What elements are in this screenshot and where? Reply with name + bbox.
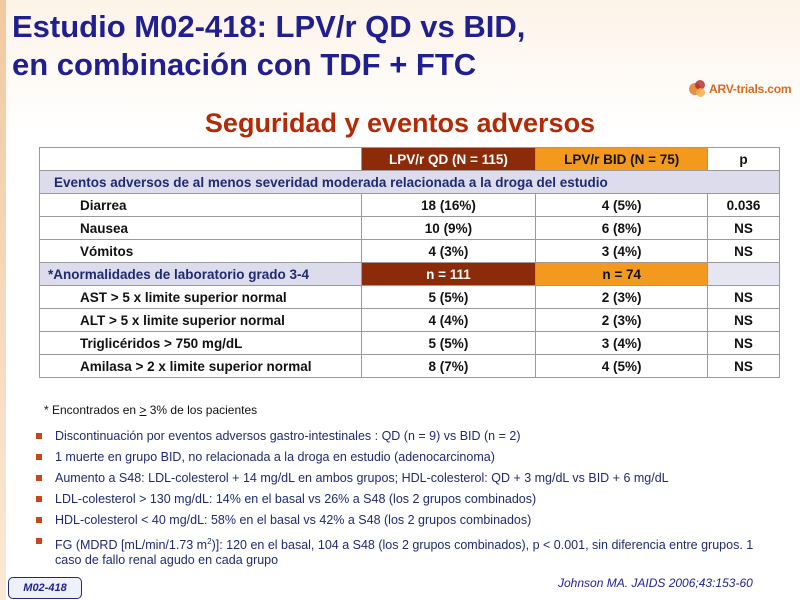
logo-circles-icon: [689, 80, 707, 98]
arv-trials-logo: [689, 78, 791, 100]
bid-value: 2 (3%): [536, 309, 708, 332]
bullet-square-icon: [36, 433, 42, 439]
bullet-square-icon: [36, 517, 42, 523]
list-item: [36, 429, 771, 444]
list-item: [36, 513, 771, 528]
row-label: ALT > 5 x limite superior normal: [40, 309, 362, 332]
header-cell-p: p: [708, 148, 780, 171]
list-item-text: HDL-colesterol < 40 mg/dL: 58% en el basal vs 42% a S48 (los 2 grupos combinados): [55, 513, 532, 527]
p-value: NS: [708, 332, 780, 355]
adverse-events-table: [39, 147, 780, 378]
row-label: Amilasa > 2 x limite superior normal: [40, 355, 362, 378]
lab-n-qd: n = 111: [361, 263, 536, 286]
row-label: Triglicéridos > 750 mg/dL: [40, 332, 362, 355]
table-row: [40, 217, 780, 240]
gfr-text-end: )]: 120 en el basal, 104 a S48 (los 2 grupos combinados), p < 0.001, sin diferencia entre grupos. 1 caso de fallo renal agudo en cada grupo: [55, 538, 754, 568]
findings-list: [36, 429, 771, 574]
p-value: NS: [708, 355, 780, 378]
qd-value: 5 (5%): [361, 332, 536, 355]
bid-value: 3 (4%): [536, 332, 708, 355]
table-row: [40, 194, 780, 217]
lab-p-empty: [708, 263, 780, 286]
bullet-square-icon: [36, 475, 42, 481]
list-item-text: [55, 538, 753, 567]
table-row: [40, 240, 780, 263]
qd-value: 4 (4%): [361, 309, 536, 332]
left-decorative-stripe: [0, 0, 6, 600]
gfr-text-start: FG (MDRD [mL/min/1.73 m: [55, 538, 208, 553]
list-item-text: Discontinuación por eventos adversos gastro-intestinales : QD (n = 9) vs BID (n = 2): [55, 429, 521, 443]
lab-n-bid: n = 74: [536, 263, 708, 286]
logo-text: ARV-trials.com: [709, 82, 792, 96]
qd-value: 10 (9%): [361, 217, 536, 240]
list-item: [36, 534, 771, 568]
table-row: [40, 332, 780, 355]
table-footnote: [44, 403, 257, 417]
header-cell-empty: [40, 148, 362, 171]
list-item-text: Aumento a S48: LDL-colesterol + 14 mg/dL en ambos grupos; HDL-colesterol: QD + 3 mg/dL vs BID + 6 mg/dL: [55, 471, 669, 485]
footnote-prefix: * Encontrados en: [44, 403, 140, 417]
title-line-1: Estudio M02-418: LPV/r QD vs BID,: [12, 9, 526, 44]
bullet-square-icon: [36, 538, 42, 544]
section-label-lab-abnormalities: *Anormalidades de laboratorio grado 3-4: [40, 263, 362, 286]
bullet-square-icon: [36, 454, 42, 460]
gfr-superscript: 2: [207, 537, 212, 546]
title-line-2: en combinación con TDF + FTC: [12, 47, 477, 82]
slide-title: [12, 8, 632, 84]
bullet-square-icon: [36, 496, 42, 502]
p-value: NS: [708, 217, 780, 240]
list-item: [36, 492, 771, 507]
p-value: NS: [708, 240, 780, 263]
row-label: Diarrea: [40, 194, 362, 217]
p-value: NS: [708, 286, 780, 309]
table-row: [40, 355, 780, 378]
table-row: [40, 286, 780, 309]
list-item-text: LDL-colesterol > 130 mg/dL: 14% en el basal vs 26% a S48 (los 2 grupos combinados): [55, 492, 537, 506]
p-value: NS: [708, 309, 780, 332]
list-item-text: 1 muerte en grupo BID, no relacionada a la droga en estudio (adenocarcinoma): [55, 450, 495, 464]
study-tag: M02-418: [8, 577, 82, 599]
bid-value: 4 (5%): [536, 194, 708, 217]
qd-value: 18 (16%): [361, 194, 536, 217]
slide-subtitle: Seguridad y eventos adversos: [204, 108, 596, 138]
bid-value: 6 (8%): [536, 217, 708, 240]
header-cell-bid: LPV/r BID (N = 75): [536, 148, 708, 171]
row-label: Nausea: [40, 217, 362, 240]
bid-value: 2 (3%): [536, 286, 708, 309]
qd-value: 5 (5%): [361, 286, 536, 309]
bid-value: 4 (5%): [536, 355, 708, 378]
footnote-suffix: 3% de los pacientes: [146, 403, 258, 417]
bid-value: 3 (4%): [536, 240, 708, 263]
section-row-lab-abnormalities: [40, 263, 780, 286]
qd-value: 4 (3%): [361, 240, 536, 263]
section-label-adverse-events: Eventos adversos de al menos severidad moderada relacionada a la droga del estudio: [40, 171, 780, 194]
table-row: [40, 309, 780, 332]
row-label: Vómitos: [40, 240, 362, 263]
footnote-ge-symbol: >: [139, 403, 147, 417]
p-value: 0.036: [708, 194, 780, 217]
list-item: [36, 450, 771, 465]
qd-value: 8 (7%): [361, 355, 536, 378]
row-label: AST > 5 x limite superior normal: [40, 286, 362, 309]
table-header-row: [40, 148, 780, 171]
header-cell-qd: LPV/r QD (N = 115): [361, 148, 536, 171]
list-item: [36, 471, 771, 486]
section-row-adverse-events: [40, 171, 780, 194]
citation: Johnson MA. JAIDS 2006;43:153-60: [558, 576, 753, 590]
